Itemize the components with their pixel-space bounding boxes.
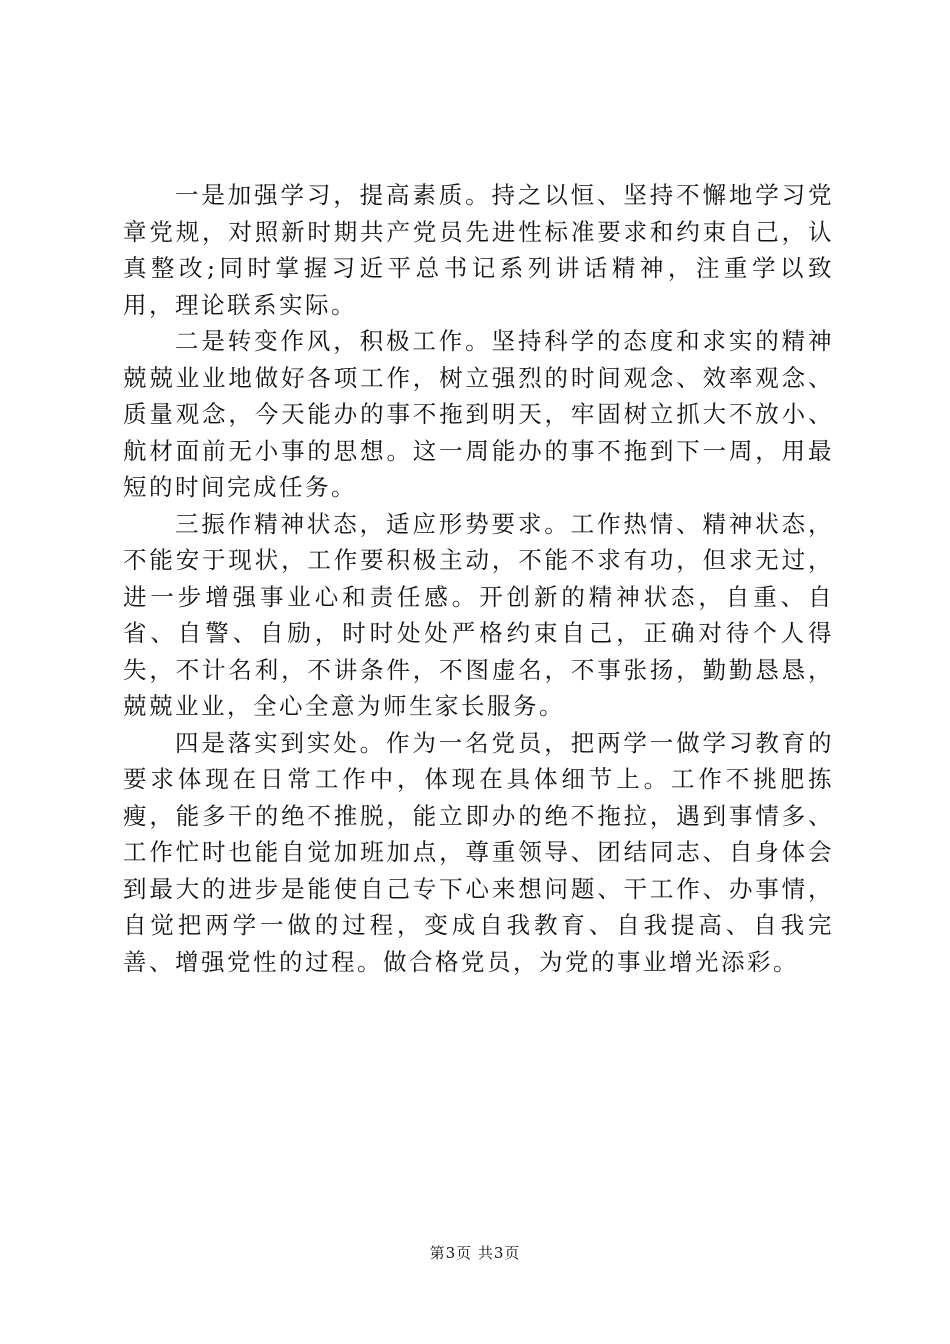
paragraph-work-style: 二是转变作风，积极工作。坚持科学的态度和求实的精神兢兢业业地做好各项工作，树立强烈的时间观念、效率观念、质量观念，今天能办的事不拖到明天，牢固树立抓大不放小、航材面前无小事的思想。这一周能办的事不拖到下一周，用最短的时间完成任务。 (123, 327, 834, 501)
paragraph-study: 一是加强学习，提高素质。持之以恒、坚持不懈地学习党章党规，对照新时期共产党员先进性标准要求和约束自己，认真整改;同时掌握习近平总书记系列讲话精神，注重学以致用，理论联系实际。 (123, 181, 834, 319)
document-body (123, 177, 834, 980)
paragraph-spirit: 三振作精神状态，适应形势要求。工作热情、精神状态，不能安于现状，工作要积极主动，不能不求有功，但求无过，进一步增强事业心和责任感。开创新的精神状态，自重、自省、自警、自励，时时处处严格约束自己，正确对待个人得失，不计名利，不讲条件，不图虚名，不事张扬，勤勤恳恳，兢兢业业，全心全意为师生家长服务。 (123, 509, 834, 720)
page-number-footer: 第3页 共3页 (429, 1244, 521, 1262)
paragraph-implementation: 四是落实到实处。作为一名党员，把两学一做学习教育的要求体现在日常工作中，体现在具体细节上。工作不挑肥拣瘦，能多干的绝不推脱，能立即办的绝不拖拉，遇到事情多、工作忙时也能自觉加班加点，尊重领导、团结同志、自身体会到最大的进步是能使自己专下心来想问题、干工作、办事情，自觉把两学一做的过程，变成自我教育、自我提高、自我完善、增强党性的过程。做合格党员，为党的事业增光添彩。 (123, 728, 834, 976)
